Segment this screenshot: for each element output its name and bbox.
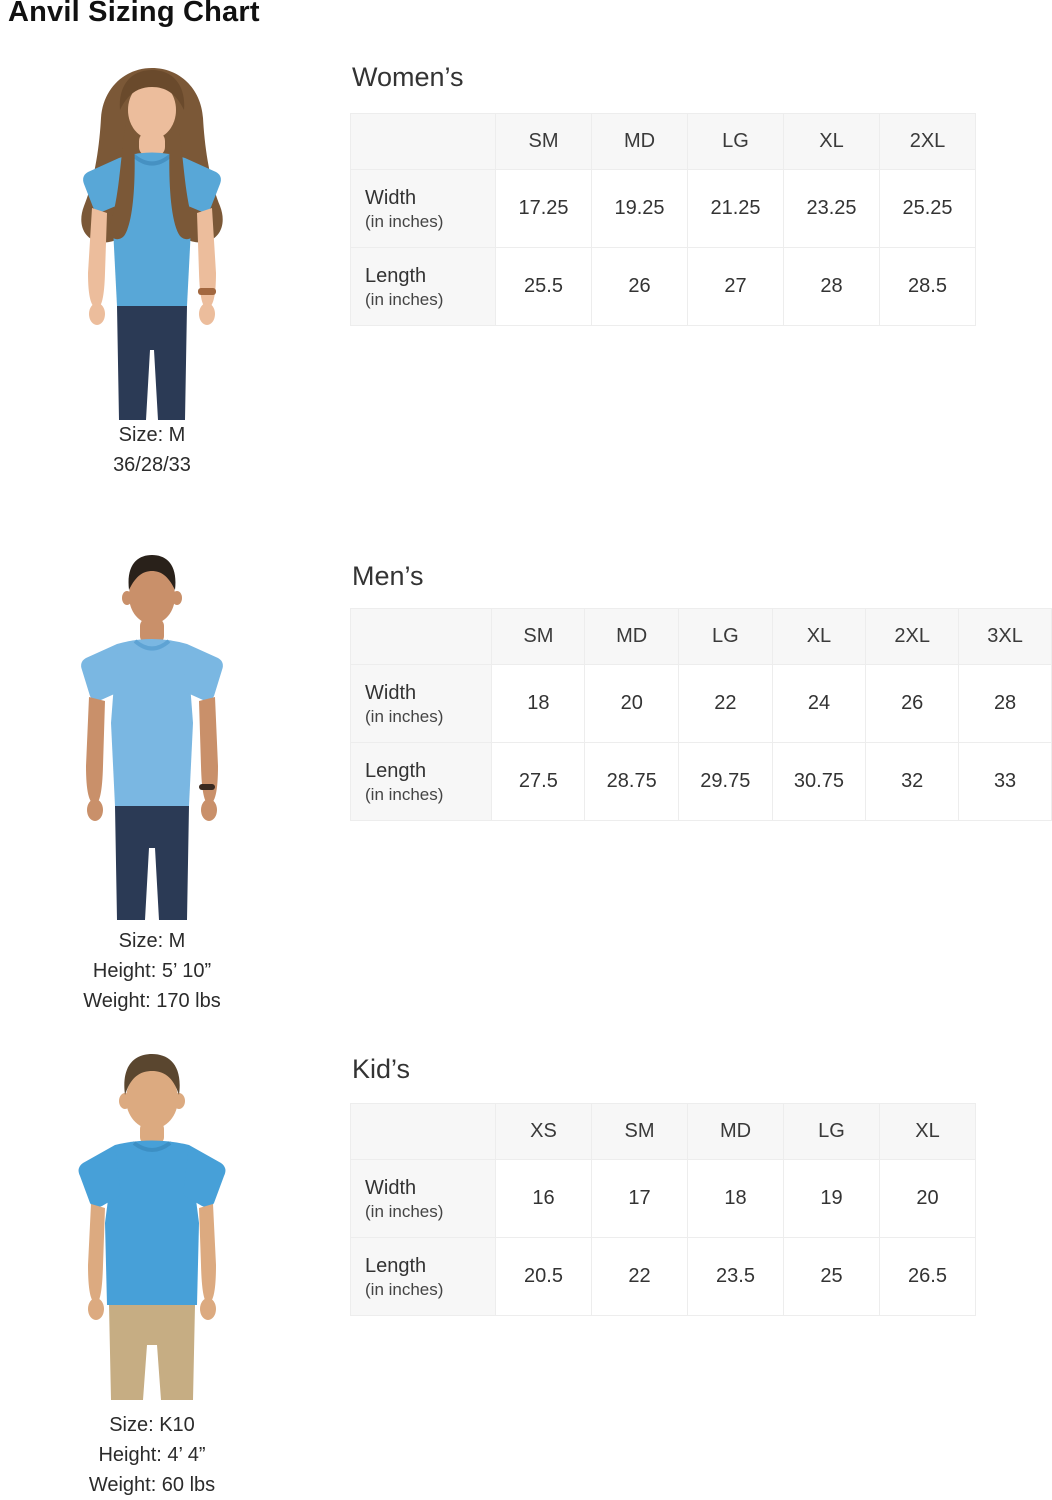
cell-value: 16	[496, 1160, 592, 1238]
kids-caption-weight: Weight: 60 lbs	[88, 1474, 216, 1496]
col-header-md: MD	[585, 609, 679, 665]
table-header-row	[351, 609, 1052, 665]
cell-value: 25.25	[880, 170, 976, 248]
col-header-md: MD	[592, 114, 688, 170]
cell-value: 28.5	[880, 248, 976, 326]
row-label-length: Length (in inches)	[351, 248, 496, 326]
cell-value: 27.5	[492, 743, 585, 821]
mens-caption-height: Height: 5’ 10”	[92, 960, 212, 982]
cell-value: 25	[784, 1238, 880, 1316]
col-header-lg: LG	[688, 114, 784, 170]
row-label-width: Width (in inches)	[351, 170, 496, 248]
cell-value: 26.5	[880, 1238, 976, 1316]
womens-size-table	[350, 113, 976, 326]
col-header-2xl: 2XL	[880, 114, 976, 170]
col-header-sm: SM	[496, 114, 592, 170]
cell-value: 28	[784, 248, 880, 326]
row-label-width: Width (in inches)	[351, 665, 492, 743]
table-header-row	[351, 1104, 976, 1160]
page-title: Anvil Sizing Chart	[8, 0, 260, 28]
cell-value: 28.75	[585, 743, 679, 821]
cell-value: 28	[959, 665, 1052, 743]
col-header-lg: LG	[784, 1104, 880, 1160]
cell-value: 23.25	[784, 170, 880, 248]
corner-cell	[351, 114, 496, 170]
cell-value: 26	[866, 665, 959, 743]
kids-caption-height: Height: 4’ 4”	[98, 1444, 206, 1466]
cell-value: 29.75	[679, 743, 773, 821]
womens-section-heading: Women’s	[352, 62, 464, 92]
womens-caption-size: Size: M	[118, 424, 186, 446]
col-header-xl: XL	[880, 1104, 976, 1160]
kids-model-photo	[27, 1043, 277, 1405]
kids-caption-size: Size: K10	[109, 1414, 195, 1436]
table-row-length	[351, 743, 1052, 821]
woman-model-illustration	[27, 58, 277, 420]
cell-value: 24	[772, 665, 866, 743]
mens-size-table	[350, 608, 1052, 821]
corner-cell	[351, 1104, 496, 1160]
cell-value: 18	[688, 1160, 784, 1238]
col-header-sm: SM	[492, 609, 585, 665]
row-label-length: Length (in inches)	[351, 743, 492, 821]
mens-model-caption	[2, 926, 302, 1016]
mens-caption-weight: Weight: 170 lbs	[83, 990, 221, 1012]
cell-value: 20	[585, 665, 679, 743]
cell-value: 32	[866, 743, 959, 821]
mens-model-photo	[27, 548, 277, 925]
cell-value: 17.25	[496, 170, 592, 248]
cell-value: 30.75	[772, 743, 866, 821]
col-header-3xl: 3XL	[959, 609, 1052, 665]
womens-model-photo	[27, 58, 277, 425]
womens-model-caption	[2, 420, 302, 480]
boy-model-illustration	[27, 1043, 277, 1400]
kids-section-heading: Kid’s	[352, 1054, 411, 1084]
table-row-length	[351, 248, 976, 326]
table-row-width	[351, 170, 976, 248]
cell-value: 19.25	[592, 170, 688, 248]
cell-value: 20	[880, 1160, 976, 1238]
womens-caption-measurements: 36/28/33	[113, 454, 191, 476]
kids-model-caption	[2, 1410, 302, 1500]
cell-value: 20.5	[496, 1238, 592, 1316]
row-label-length: Length (in inches)	[351, 1238, 496, 1316]
cell-value: 18	[492, 665, 585, 743]
corner-cell	[351, 609, 492, 665]
mens-caption-size: Size: M	[118, 930, 186, 952]
col-header-md: MD	[688, 1104, 784, 1160]
col-header-xl: XL	[772, 609, 866, 665]
col-header-xl: XL	[784, 114, 880, 170]
cell-value: 19	[784, 1160, 880, 1238]
col-header-sm: SM	[592, 1104, 688, 1160]
row-label-width: Width (in inches)	[351, 1160, 496, 1238]
kids-size-table	[350, 1103, 976, 1316]
mens-section-heading: Men’s	[352, 561, 424, 591]
table-row-length	[351, 1238, 976, 1316]
cell-value: 26	[592, 248, 688, 326]
man-model-illustration	[27, 548, 277, 920]
table-row-width	[351, 1160, 976, 1238]
table-row-width	[351, 665, 1052, 743]
cell-value: 25.5	[496, 248, 592, 326]
cell-value: 33	[959, 743, 1052, 821]
col-header-xs: XS	[496, 1104, 592, 1160]
cell-value: 17	[592, 1160, 688, 1238]
cell-value: 21.25	[688, 170, 784, 248]
cell-value: 27	[688, 248, 784, 326]
col-header-lg: LG	[679, 609, 773, 665]
cell-value: 22	[592, 1238, 688, 1316]
col-header-2xl: 2XL	[866, 609, 959, 665]
cell-value: 22	[679, 665, 773, 743]
table-header-row	[351, 114, 976, 170]
cell-value: 23.5	[688, 1238, 784, 1316]
